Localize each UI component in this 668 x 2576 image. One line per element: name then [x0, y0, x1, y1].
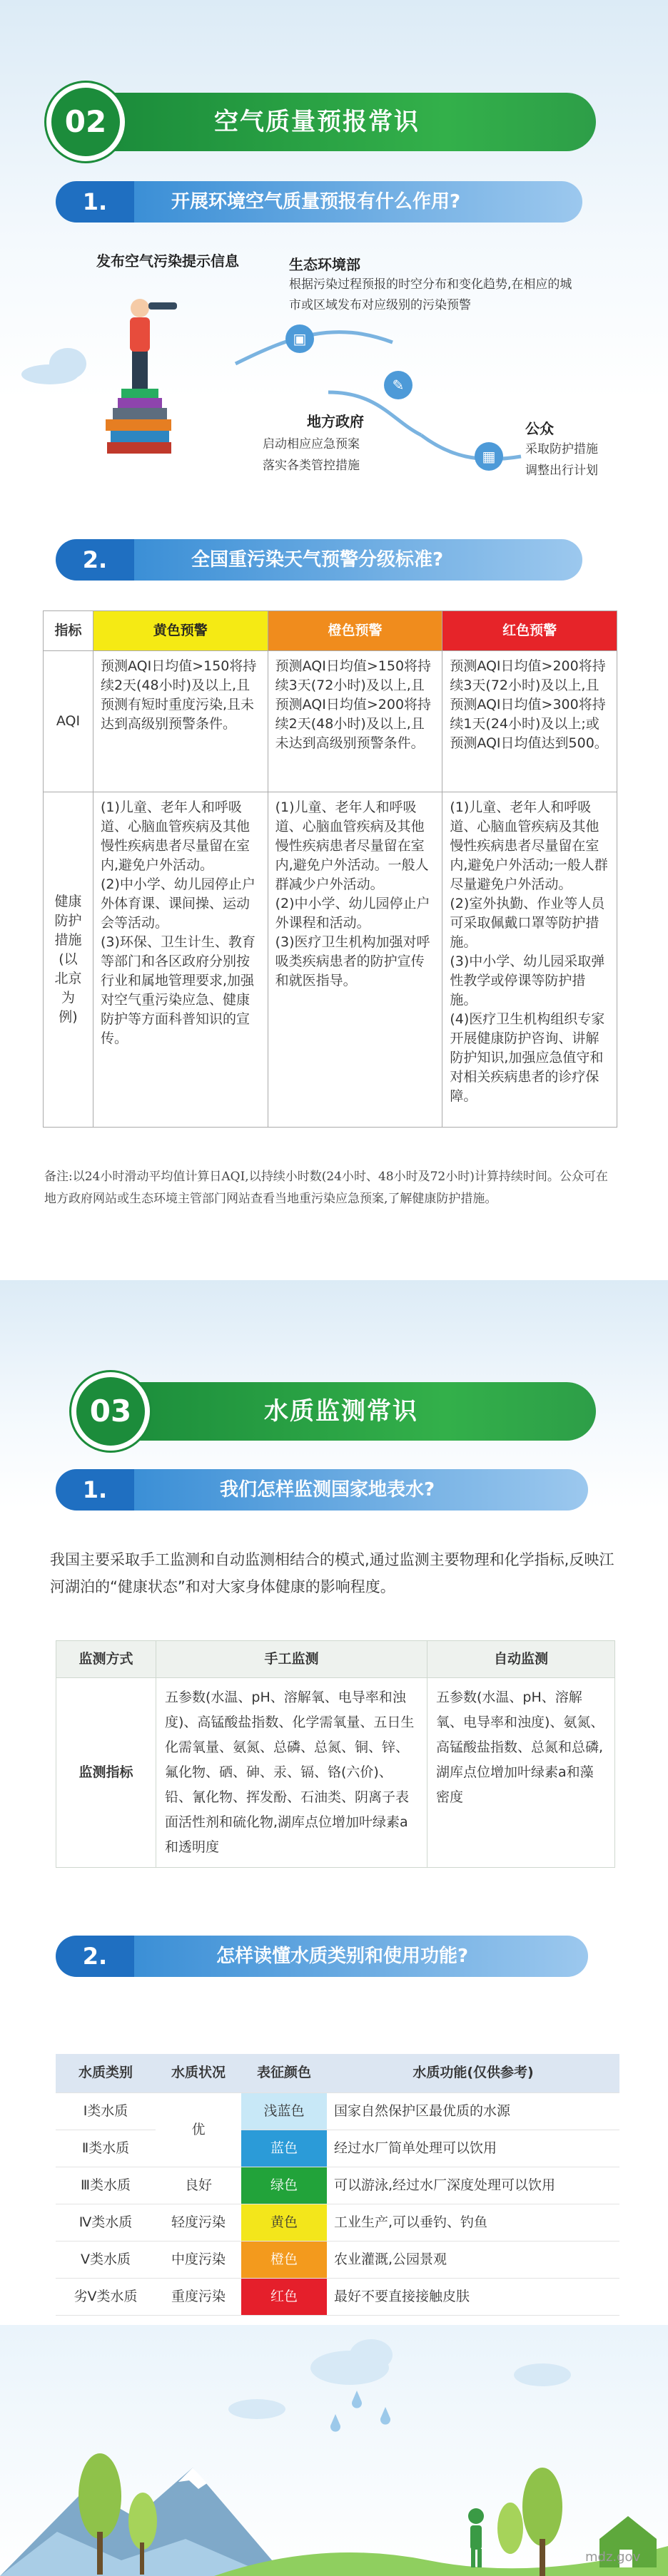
node-ministry-desc: 根据污染过程预报的时空分布和变化趋势,在相应的城市或区域发布对应级别的污染预警 [289, 277, 572, 312]
class-header-color: 表征颜色 [241, 2054, 327, 2092]
mon-header-manual: 手工监测 [156, 1641, 427, 1678]
node-public-title: 公众 [525, 420, 554, 437]
landscape-illustration [0, 2325, 668, 2576]
diagram-top-label: 发布空气污染提示信息 [96, 252, 239, 270]
status-cell: 重度污染 [156, 2278, 241, 2315]
s3-q1-text: 我们怎样监测国家地表水? [220, 1479, 435, 1501]
class-cell: Ⅰ类水质 [56, 2092, 156, 2130]
monitoring-intro: 我国主要采取手工监测和自动监测相结合的模式,通过监测主要物理和化学指标,反映江河湖泊的“健康状态”和对大家身体健康的影响程度。 [50, 1551, 614, 1595]
class-cell: 劣Ⅴ类水质 [56, 2278, 156, 2315]
footnote: 备注:以24小时滑动平均值计算日AQI,以持续小时数(24小时、48小时及72小时)计算持续时间。公众可在地方政府网站或生态环境主管部门网站查看当地重污染应急预案,了解健康防护措施。 [44, 1170, 608, 1206]
monitoring-table [56, 1640, 615, 1868]
s3-q1-number: 1. [56, 1469, 134, 1511]
color-cell: 黄色 [241, 2204, 327, 2241]
q1-number: 1. [56, 181, 134, 223]
class-cell: Ⅳ类水质 [56, 2204, 156, 2241]
table-row [56, 2241, 619, 2278]
health-yellow: (1)儿童、老年人和呼吸道、心脑血管疾病及其他慢性疾病患者尽量留在室内,避免户外活动。 (2)中小学、幼儿园停止户外体育课、课间操、运动会等活动。 (3)环保、卫生计生、教育等部门和各区政府分别按行业和属地管理要求,加强对空气重污染应急、健康防护等方面科普知识的宣传。 [93, 792, 268, 1128]
section2-title: 空气质量预报常识 [214, 108, 420, 136]
warning-table [43, 610, 617, 1128]
node-government-desc2: 落实各类管控措施 [263, 459, 360, 473]
s3-q1-bar [134, 1469, 588, 1511]
mon-header-method: 监测方式 [56, 1641, 156, 1678]
mon-auto-content: 五参数(水温、pH、溶解氧、电导率和浊度)、氨氮、高锰酸盐指数、总氮和总磷,湖库点位增加叶绿素a和藻密度 [427, 1678, 615, 1868]
class-header-function: 水质功能(仅供参考) [327, 2054, 619, 2092]
status-cell: 中度污染 [156, 2241, 241, 2278]
header-orange: 橙色预警 [268, 611, 442, 651]
section3-title: 水质监测常识 [264, 1397, 418, 1426]
s3-q2-text: 怎样读懂水质类别和使用功能? [216, 1946, 469, 1967]
q2-number: 2. [56, 539, 134, 581]
aqi-orange: 预测AQI日均值>150将持续3天(72小时)及以上,且预测AQI日均值>200将持续2天(48小时)及以上,且未达到高级别预警条件。 [268, 651, 442, 792]
function-cell: 最好不要直接接触皮肤 [327, 2278, 619, 2315]
color-cell: 绿色 [241, 2167, 327, 2204]
color-cell: 浅蓝色 [241, 2092, 327, 2130]
status-cell: 轻度污染 [156, 2204, 241, 2241]
function-cell: 经过水厂简单处理可以饮用 [327, 2130, 619, 2167]
q1-bar [134, 181, 582, 223]
s3-q2-bar [134, 1936, 588, 1977]
warning-table-corner: 指标 [44, 611, 93, 651]
color-cell: 红色 [241, 2278, 327, 2315]
row-health-label: 健康防护措施(以北京为例) [44, 792, 93, 1128]
class-header-status: 水质状况 [156, 2054, 241, 2092]
watermark: mdz.gov [585, 2550, 641, 2565]
health-red: (1)儿童、老年人和呼吸道、心脑血管疾病及其他慢性疾病患者尽量留在室内,避免户外活动;一般人群尽量避免户外活动。 (2)室外执勤、作业等人员可采取佩戴口罩等防护措施。 (3)中小学、幼儿园采取弹性教学或停课等防护措施。 (4)医疗卫生机构组织专家开展健康防护咨询、讲解防护知识,加强应急值守和对相关疾病患者的诊疗保障。 [442, 792, 617, 1128]
function-cell: 可以游泳,经过水厂深度处理可以饮用 [327, 2167, 619, 2204]
node-ministry-title: 生态环境部 [289, 256, 360, 273]
mon-row-label: 监测指标 [56, 1678, 156, 1868]
table-row [56, 2204, 619, 2241]
monitor-icon: ▣ [285, 324, 314, 353]
function-cell: 农业灌溉,公园景观 [327, 2241, 619, 2278]
header-yellow: 黄色预警 [93, 611, 268, 651]
q2-text: 全国重污染天气预警分级标准? [191, 549, 444, 571]
calendar-icon: ▦ [475, 442, 503, 471]
class-cell: Ⅴ类水质 [56, 2241, 156, 2278]
class-cell: Ⅲ类水质 [56, 2167, 156, 2204]
aqi-red: 预测AQI日均值>200将持续3天(72小时)及以上,且预测AQI日均值>300将持续1天(24小时)及以上;或预测AQI日均值达到500。 [442, 651, 617, 792]
section3-number: 03 [71, 1372, 150, 1451]
mon-manual-content: 五参数(水温、pH、溶解氧、电导率和浊度)、高锰酸盐指数、化学需氧量、五日生化需氧量、氨氮、总磷、总氮、铜、锌、氟化物、硒、砷、汞、镉、铬(六价)、铅、氰化物、挥发酚、石油类、阴离子表面活性剂和硫化物,湖库点位增加叶绿素a和透明度 [156, 1678, 427, 1868]
header-red: 红色预警 [442, 611, 617, 651]
health-orange: (1)儿童、老年人和呼吸道、心脑血管疾病及其他慢性疾病患者尽量留在室内,避免户外活动。一般人群减少户外活动。 (2)中小学、幼儿园停止户外课程和活动。 (3)医疗卫生机构加强对呼吸类疾病患者的防护宣传和就医指导。 [268, 792, 442, 1128]
status-cell: 良好 [156, 2167, 241, 2204]
q2-bar [134, 539, 582, 581]
water-class-table [56, 2054, 619, 2316]
color-cell: 蓝色 [241, 2130, 327, 2167]
node-public-desc2: 调整出行计划 [525, 464, 598, 478]
section3-banner [93, 1382, 596, 1441]
section2-banner [93, 93, 596, 151]
node-government-desc1: 启动相应应急预案 [263, 437, 360, 451]
row-aqi-label: AQI [44, 651, 93, 792]
table-row [56, 2278, 619, 2315]
function-cell: 国家自然保护区最优质的水源 [327, 2092, 619, 2130]
class-cell: Ⅱ类水质 [56, 2130, 156, 2167]
section2-number: 02 [46, 83, 125, 161]
q1-text: 开展环境空气质量预报有什么作用? [171, 191, 461, 213]
aqi-yellow: 预测AQI日均值>150将持续2天(48小时)及以上,且预测有短时重度污染,且未达到高级别预警条件。 [93, 651, 268, 792]
document-icon: ✎ [384, 371, 413, 399]
node-government-title: 地方政府 [307, 413, 364, 430]
status-cell: 优 [156, 2092, 241, 2167]
function-cell: 工业生产,可以垂钓、钓鱼 [327, 2204, 619, 2241]
table-row [56, 2167, 619, 2204]
s3-q2-number: 2. [56, 1936, 134, 1977]
node-public-desc1: 采取防护措施 [525, 442, 598, 456]
table-row [56, 2130, 619, 2167]
color-cell: 橙色 [241, 2241, 327, 2278]
class-header-category: 水质类别 [56, 2054, 156, 2092]
mon-header-auto: 自动监测 [427, 1641, 615, 1678]
table-row [56, 2092, 619, 2130]
